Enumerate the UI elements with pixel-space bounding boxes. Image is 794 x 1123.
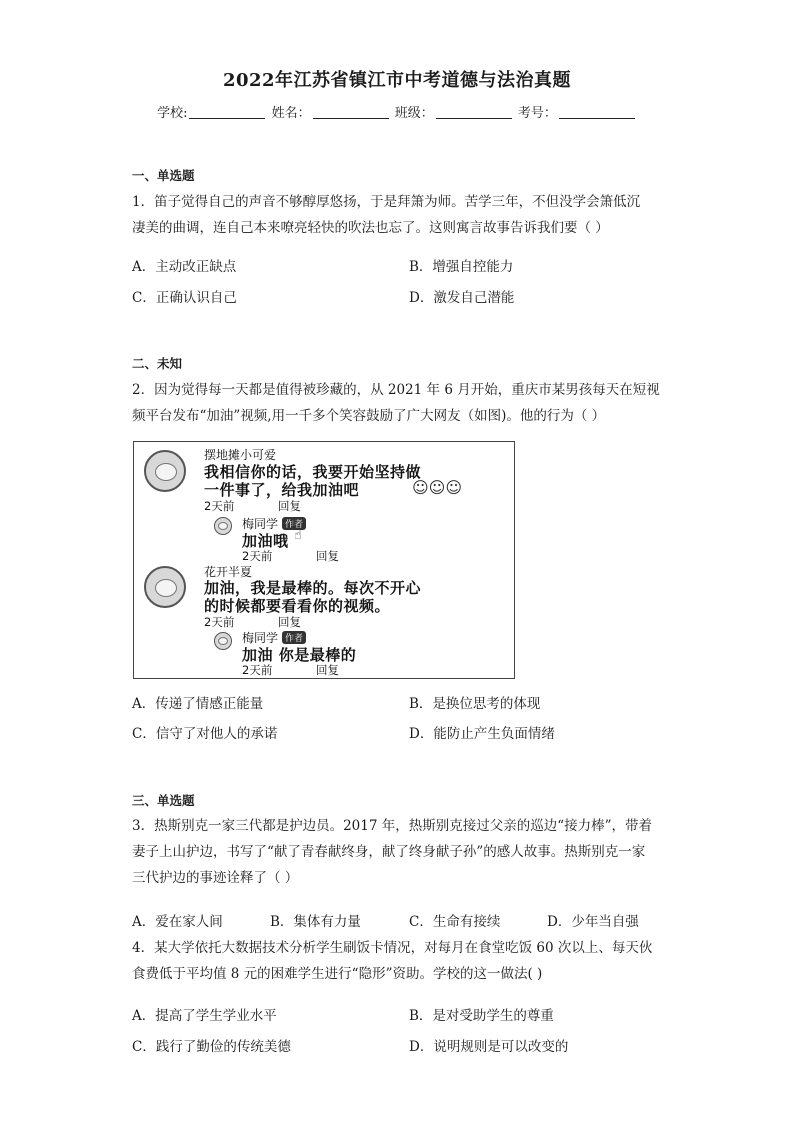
question-stem: 食费低于平均值 8 元的困难学生进行“隐形”资助。学校的这一做法( ) xyxy=(132,966,543,982)
option-d: D．激发自己潜能 xyxy=(409,290,515,306)
author-badge: 作者 xyxy=(282,631,306,644)
option-c: C．践行了勤俭的传统美德 xyxy=(132,1039,291,1055)
comment-text: 加油，我是最棒的。每次不开心 xyxy=(204,579,422,597)
option-b: B．是对受助学生的尊重 xyxy=(409,1008,554,1024)
option-c: C．信守了对他人的承诺 xyxy=(132,726,278,742)
number-blank[interactable] xyxy=(559,106,635,119)
name-label: 姓名： xyxy=(271,106,311,121)
student-info-row xyxy=(0,102,794,121)
question-stem: 2．因为觉得每一天都是值得被珍藏的，从 2021 年 6 月开始，重庆市某男孩每天在短视 xyxy=(132,382,660,398)
hand-icon: ☝ xyxy=(294,528,302,543)
question-stem: 4．某大学依托大数据技术分析学生刷饭卡情况，对每月在食堂吃饭 60 次以上、每天伙 xyxy=(132,940,653,956)
question-stem: 3．热斯别克一家三代都是护边员。2017 年，热斯别克接过父亲的巡边“接力棒”，带着 xyxy=(132,818,653,834)
question-3 xyxy=(132,813,666,891)
class-blank[interactable] xyxy=(436,106,512,119)
commenter-name: 花开半夏 xyxy=(204,565,253,579)
question-2 xyxy=(132,377,666,429)
question-1 xyxy=(132,189,666,241)
comment-time: 2天前 xyxy=(242,549,273,563)
option-d: D．少年当自强 xyxy=(547,914,639,930)
reply-link[interactable]: 回复 xyxy=(316,549,339,563)
option-c: C．正确认识自己 xyxy=(132,290,237,306)
avatar xyxy=(214,632,232,650)
option-a: A．爱在家人间 xyxy=(132,914,223,930)
comment-text: 我相信你的话，我要开始坚持做 xyxy=(204,463,422,481)
comment-time: 2天前 xyxy=(204,499,235,513)
question-stem: 凄美的曲调，连自己本来嘹亮轻快的吹法也忘了。这则寓言故事告诉我们要（ ） xyxy=(132,220,609,236)
school-blank[interactable] xyxy=(189,106,265,119)
option-d: D．能防止产生负面情绪 xyxy=(409,726,555,742)
option-a: A．提高了学生学业水平 xyxy=(132,1008,277,1024)
reply-text: 加油哦 xyxy=(242,532,289,550)
section-heading: 一、单选题 xyxy=(132,168,195,183)
option-b: B．集体有力量 xyxy=(270,914,361,930)
reply-author-name: 梅同学 xyxy=(242,631,279,645)
comment-time: 2天前 xyxy=(242,663,273,677)
option-a: A．传递了情感正能量 xyxy=(132,696,264,712)
emoji-icon: ☺☺☺ xyxy=(412,478,463,497)
reply-link[interactable]: 回复 xyxy=(278,499,301,513)
option-b: B．是换位思考的体现 xyxy=(409,696,541,712)
option-b: B．增强自控能力 xyxy=(409,259,514,275)
exam-title: 2022年江苏省镇江市中考道德与法治真题 xyxy=(222,70,572,91)
question-stem: 1．笛子觉得自己的声音不够醇厚悠扬，于是拜箫为师。苦学三年，不但没学会箫低沉 xyxy=(132,194,641,210)
avatar xyxy=(214,517,232,535)
comment-text: 的时候都要看看你的视频。 xyxy=(204,597,391,615)
reply-link[interactable]: 回复 xyxy=(278,615,301,629)
commenter-name: 摆地摊小可爱 xyxy=(204,448,277,462)
question-stem: 妻子上山护边，书写了“献了青春献终身，献了终身献子孙”的感人故事。热斯别克一家 xyxy=(132,844,646,860)
section-heading: 二、未知 xyxy=(132,356,183,371)
option-a: A．主动改正缺点 xyxy=(132,259,237,275)
name-blank[interactable] xyxy=(313,106,389,119)
reply-author-name: 梅同学 xyxy=(242,517,279,531)
comment-screenshot-figure xyxy=(133,441,515,679)
option-c: C．生命有接续 xyxy=(409,914,501,930)
comment-text: 一件事了，给我加油吧 xyxy=(204,481,360,499)
avatar xyxy=(144,450,186,492)
option-d: D．说明规则是可以改变的 xyxy=(409,1039,569,1055)
question-stem: 三代护边的事迹诠释了（ ） xyxy=(132,870,299,886)
reply-link[interactable]: 回复 xyxy=(316,663,339,677)
class-label: 班级： xyxy=(394,106,434,121)
avatar xyxy=(144,566,186,608)
comment-time: 2天前 xyxy=(204,615,235,629)
number-label: 考号： xyxy=(517,106,557,121)
author-badge: 作者 xyxy=(282,517,306,530)
reply-text: 加油 你是最棒的 xyxy=(242,646,357,664)
section-heading: 三、单选题 xyxy=(132,793,195,808)
question-4 xyxy=(132,935,666,987)
school-label: 学校: xyxy=(157,106,188,121)
question-stem: 频平台发布“加油”视频,用一千多个笑容鼓励了广大网友（如图)。他的行为（ ） xyxy=(132,408,606,424)
